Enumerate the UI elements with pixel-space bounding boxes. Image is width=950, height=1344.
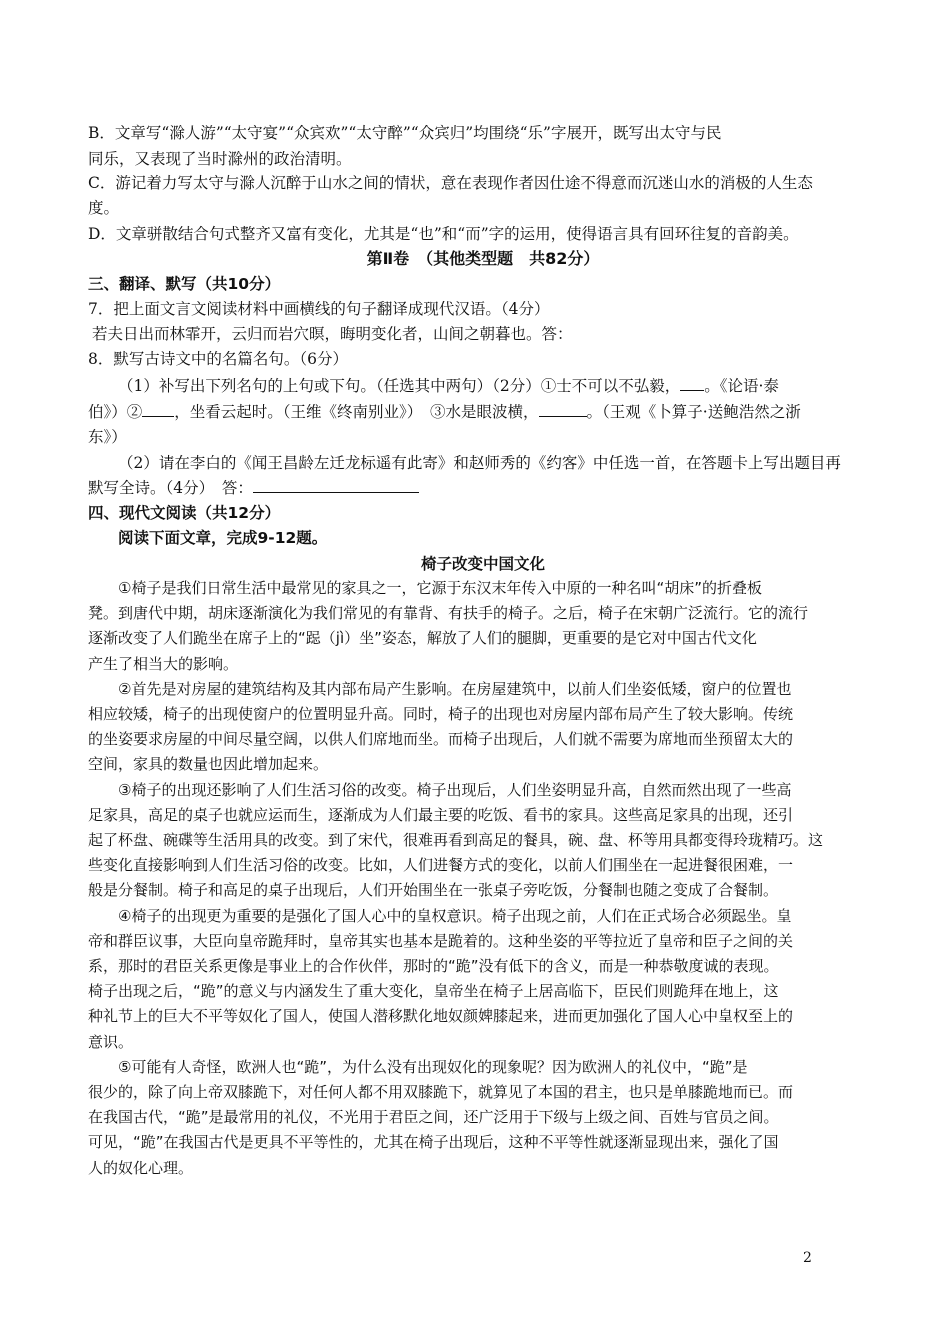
q8-1b-end: 。（王观《卜算子·送鲍浩然之浙 <box>586 403 801 421</box>
article-line: 系，那时的君臣关系更像是事业上的合作伙伴，那时的“跪”没有低下的含义，而是一种恭敬度诚的表现。 <box>88 957 779 975</box>
article-line: ⑤可能有人奇怪，欧洲人也“跪”，为什么没有出现奴化的现象呢？因为欧洲人的礼仪中，“跪”是 <box>118 1057 748 1076</box>
question-7-sentence: 若夫日出而林霏开，云归而岩穴暝，晦明变化者，山间之朝暮也。答： <box>92 325 573 343</box>
option-c-line1: C．游记着力写太守与滁人沉醉于山水之间的情状，意在表现作者因仕途不得意而沉迷山水的消极的人生态 <box>88 174 813 192</box>
answer-blank-1[interactable] <box>680 376 704 391</box>
article-line: 起了杯盘、碗碟等生活用具的改变。到了宋代，很难再看到高足的餐具，碗、盘、杯等用具都变得玲珑精巧。这 <box>88 831 824 849</box>
question-8-1-line3: 东》） <box>88 428 127 446</box>
article-line: 足家具，高足的桌子也就应运而生，逐渐成为人们最主要的吃饭、看书的家具。这些高足家具的出现，还引 <box>88 805 794 824</box>
question-8-1-line1 <box>118 375 779 397</box>
question-8-1-line2 <box>88 401 801 423</box>
article-line: 种礼节上的巨大不平等奴化了国人，使国人潜移默化地奴颜婢膝起来，进而更加强化了国人心中皇权至上的 <box>88 1007 794 1026</box>
option-b-line2: 同乐，又表现了当时滁州的政治清明。 <box>88 150 352 168</box>
answer-blank-2[interactable] <box>142 402 174 417</box>
article-line: ①椅子是我们日常生活中最常见的家具之一，它源于东汉末年传入中原的一种名叫“胡床”的折叠板 <box>118 579 762 597</box>
article-line: 意识。 <box>88 1032 134 1051</box>
answer-blank-3[interactable] <box>539 402 587 417</box>
question-8-2-line2 <box>88 477 419 499</box>
article-line: 人的奴化心理。 <box>88 1158 194 1177</box>
article-line: 椅子出现之后，“跪”的意义与内涵发生了重大变化，皇帝坐在椅子上居高临下，臣民们则跪拜在地上，这 <box>88 982 779 1001</box>
q8-1b-mid: ，坐看云起时。（王维《终南别业》） ③水是眼波横， <box>174 403 539 421</box>
article-line: 空间，家具的数量也因此增加起来。 <box>88 755 329 774</box>
article-line: ④椅子的出现更为重要的是强化了国人心中的皇权意识。椅子出现之前，人们在正式场合必须跽坐。皇 <box>118 906 792 925</box>
article-line: 相应较矮，椅子的出现使窗户的位置明显升高。同时，椅子的出现也对房屋内部布局产生了较大影响。传统 <box>88 705 794 723</box>
section2-title: 第Ⅱ卷 （其他类型题 共82分） <box>366 249 600 268</box>
question-8: 8．默写古诗文中的名篇名句。（6分） <box>88 350 348 368</box>
part4-heading: 四、现代文阅读（共12分） <box>88 504 281 522</box>
article-line: 些变化直接影响到人们生活习俗的改变。比如，人们进餐方式的变化，以前人们围坐在一起进餐很困难，一 <box>88 856 794 875</box>
article-line: 可见，“跪”在我国古代是更具不平等性的，尤其在椅子出现后，这种不平等性就逐渐显现出来，强化了国 <box>88 1133 779 1152</box>
option-b-line1: B．文章写“滁人游”“太守宴”“众宾欢”“太守醉”“众宾归”均围绕“乐”字展开，既写出太守与民 <box>88 124 722 142</box>
article-line: 逐渐改变了人们跪坐在席子上的“跽（jì）坐”姿态，解放了人们的腿脚，更重要的是它对中国古代文化 <box>88 629 757 648</box>
article-line: 般是分餐制。椅子和高足的桌子出现后，人们开始围坐在一张桌子旁吃饭，分餐制也随之变成了合餐制。 <box>88 881 779 900</box>
option-d-line1: D．文章骈散结合句式整齐又富有变化，尤其是“也”和“而”字的运用，使得语言具有回环往复的音韵美。 <box>88 225 799 243</box>
q8-1a-text: （1）补写出下列名句的上句或下句。（任选其中两句）（2分）①士不可以不弘毅， <box>118 377 681 395</box>
article-line: 在我国古代，“跪”是最常用的礼仪，不光用于君臣之间，还广泛用于下级与上级之间、百姓与官员之间。 <box>88 1108 779 1127</box>
article-line: 帝和群臣议事，大臣向皇帝跪拜时，皇帝其实也基本是跪着的。这种坐姿的平等拉近了皇帝和臣子之间的关 <box>88 931 794 950</box>
page-number: 2 <box>803 1250 812 1266</box>
part3-heading: 三、翻译、默写（共10分） <box>88 275 281 293</box>
question-7: 7．把上面文言文阅读材料中画横线的句子翻译成现代汉语。（4分） <box>88 300 550 318</box>
article-line: 的坐姿要求房屋的中间尽量空阔，以供人们席地而坐。而椅子出现后，人们就不需要为席地而坐预留太大的 <box>88 730 794 749</box>
question-8-2-line1: （2）请在李白的《闻王昌龄左迁龙标遥有此寄》和赵师秀的《约客》中任选一首，在答题卡上写出题目再 <box>118 454 841 472</box>
answer-blank-poem[interactable] <box>253 478 419 493</box>
article-line: 产生了相当大的影响。 <box>88 654 239 673</box>
q8-1b-start: 伯》）② <box>88 403 143 421</box>
article-line: ②首先是对房屋的建筑结构及其内部布局产生影响。在房屋建筑中，以前人们坐姿低矮，窗户的位置也 <box>118 679 792 698</box>
article-line: ③椅子的出现还影响了人们生活习俗的改变。椅子出现后，人们坐姿明显升高，自然而然出现了一些高 <box>118 780 792 799</box>
article-line: 很少的，除了向上帝双膝跪下，对任何人都不用双膝跪下，就算见了本国的君主，也只是单膝跪地而已。而 <box>88 1083 794 1101</box>
part4-instruction: 阅读下面文章，完成9-12题。 <box>118 529 328 547</box>
article-line: 凳。到唐代中期，胡床逐渐演化为我们常见的有靠背、有扶手的椅子。之后，椅子在宋朝广泛流行。它的流行 <box>88 604 809 623</box>
article-title: 椅子改变中国文化 <box>420 555 545 573</box>
option-c-line2: 度。 <box>88 199 120 217</box>
q8-2b-text: 默写全诗。（4分） 答： <box>88 479 253 497</box>
q8-1a-end: 。《论语·泰 <box>704 377 779 395</box>
